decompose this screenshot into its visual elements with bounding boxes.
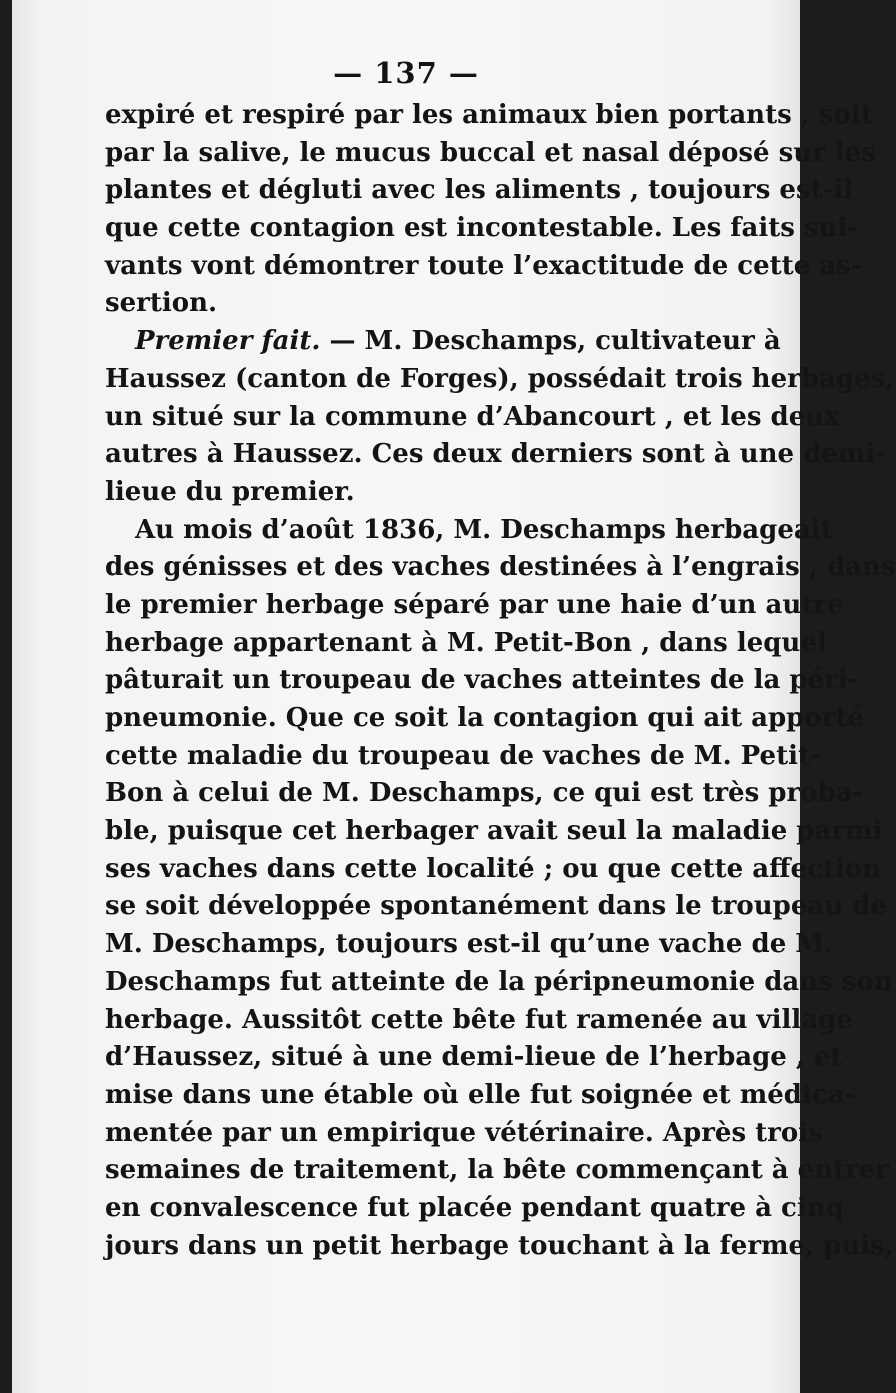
text-line: en convalescence fut placée pendant quatre à cinq xyxy=(105,1192,844,1223)
text-line: mentée par un empirique vétérinaire. Après trois xyxy=(105,1117,823,1148)
text-line: mise dans une étable où elle fut soignée et médica- xyxy=(105,1079,856,1110)
text-line: ses vaches dans cette localité ; ou que cette affection xyxy=(105,853,881,884)
text-line: lieue du premier. xyxy=(105,476,355,507)
text-line: Au mois d’août 1836, M. Deschamps herbageait xyxy=(135,514,833,545)
text-line: semaines de traitement, la bête commençant à entrer xyxy=(105,1155,890,1186)
text-line: pâturait un troupeau de vaches atteintes de la péri- xyxy=(105,665,859,696)
text-line: par la salive, le mucus buccal et nasal déposé sur les xyxy=(105,137,876,168)
fact-intro: — M. Deschamps, cultivateur à xyxy=(320,326,781,357)
text-line: des génisses et des vaches destinées à l’engrais , dans xyxy=(105,552,896,583)
text-line: d’Haussez, situé à une demi-lieue de l’herbage , et xyxy=(105,1042,843,1073)
body-text xyxy=(105,97,896,1265)
text-line: herbage. Aussitôt cette bête fut ramenée au village xyxy=(105,1004,853,1035)
page-number: — 137 — xyxy=(333,56,479,90)
text-line: jours dans un petit herbage touchant à la ferme, puis, xyxy=(105,1230,894,1261)
text-line: Deschamps fut atteinte de la péripneumonie dans son xyxy=(105,966,893,997)
book-page xyxy=(12,0,896,1393)
text-line: herbage appartenant à M. Petit-Bon , dans lequel xyxy=(105,627,827,658)
text-line: sertion. xyxy=(105,288,218,319)
fact-heading-line xyxy=(105,323,781,361)
text-line: Haussez (canton de Forges), possédait trois herbages, xyxy=(105,363,895,394)
text-line: que cette contagion est incontestable. Les faits sui- xyxy=(105,213,859,244)
text-line: autres à Haussez. Ces deux derniers sont à une demi- xyxy=(105,439,886,470)
text-line: expiré et respiré par les animaux bien portants , soit xyxy=(105,100,873,130)
text-line: plantes et dégluti avec les aliments , toujours est-il xyxy=(105,175,854,206)
text-line: ble, puisque cet herbager avait seul la maladie parmi xyxy=(105,816,883,847)
text-line: cette maladie du troupeau de vaches de M. Petit- xyxy=(105,740,821,771)
text-line: vants vont démontrer toute l’exactitude de cette as- xyxy=(105,250,862,281)
text-line: le premier herbage séparé par une haie d’un autre xyxy=(105,589,844,620)
text-line: se soit développée spontanément dans le troupeau de xyxy=(105,891,887,922)
fact-label: Premier fait. xyxy=(135,326,321,357)
text-line: un situé sur la commune d’Abancourt , et les deux xyxy=(105,401,840,432)
text-line: pneumonie. Que ce soit la contagion qui ait apporté xyxy=(105,703,864,733)
text-line: M. Deschamps, toujours est-il qu’une vache de M. xyxy=(105,929,834,960)
text-line: Bon à celui de M. Deschamps, ce qui est très proba- xyxy=(105,778,864,809)
